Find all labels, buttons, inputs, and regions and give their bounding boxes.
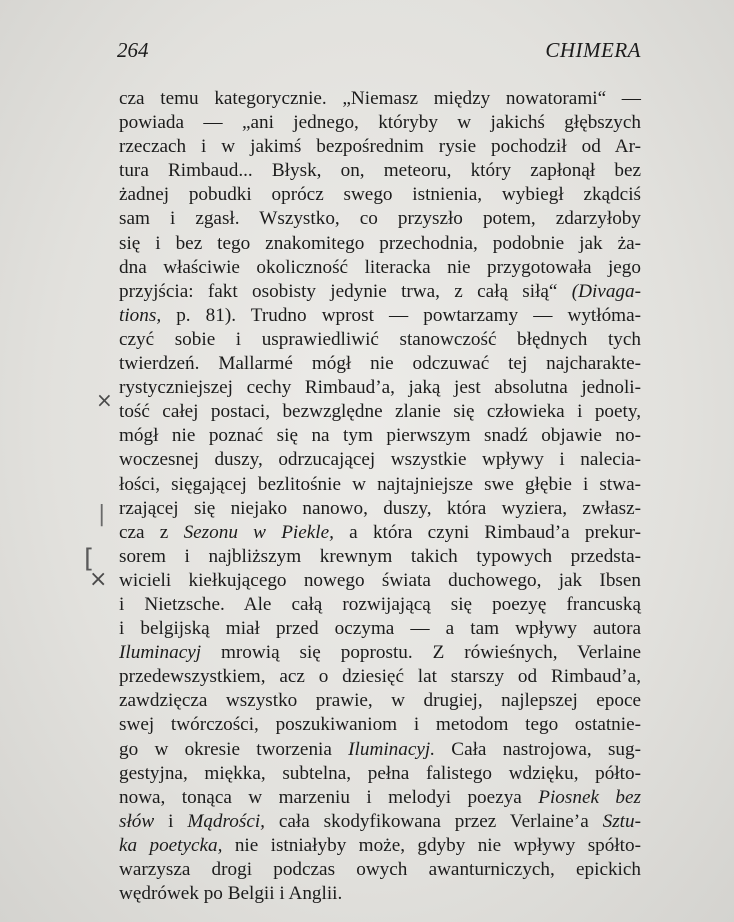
text-line xyxy=(119,376,641,400)
text-segment: zawdzięcza wszystko prawie, w drugiej, najlepszej epoce xyxy=(119,690,641,712)
text-line xyxy=(119,497,641,521)
italic-title: Piosnek bez xyxy=(538,786,641,808)
text-segment: dna właściwie okoliczność literacka nie przygotowała jego xyxy=(119,256,641,278)
text-line xyxy=(119,762,641,786)
text-line xyxy=(119,810,641,834)
text-segment: go w okresie tworzenia xyxy=(119,738,349,760)
italic-title: Sztu- xyxy=(602,810,641,832)
italic-title: (Divaga- xyxy=(571,280,641,302)
italic-title: ka poetycka, xyxy=(119,834,223,856)
text-line xyxy=(119,87,641,111)
text-line xyxy=(119,786,641,810)
text-line xyxy=(119,448,641,472)
text-line xyxy=(119,473,641,497)
text-segment: czyć sobie i usprawiedliwić stanowczość błędnych tych xyxy=(119,328,641,350)
text-line xyxy=(119,593,641,617)
text-segment: sorem i najbliższym krewnym takich typowych przedsta- xyxy=(119,545,641,567)
text-line xyxy=(119,738,641,762)
text-segment: cała skodyfikowana przez Verlaine’a xyxy=(264,810,603,832)
italic-title: Mądrości, xyxy=(187,810,265,832)
text-line xyxy=(119,521,641,545)
text-line xyxy=(119,424,641,448)
text-segment: tura Rimbaud... Błysk, on, meteoru, który zapłonął bez xyxy=(119,160,641,182)
text-segment: cza z xyxy=(119,521,184,543)
text-segment: żadnej pobudki oprócz swego istnienia, wybiegł zkądciś xyxy=(119,184,641,206)
text-segment: tość całej postaci, bezwzględne zlanie się człowieka i poety, xyxy=(119,401,641,423)
text-segment: i Nietzsche. Ale całą rozwijającą się poezyę francuską xyxy=(119,593,641,615)
margin-x-mark: × xyxy=(96,388,113,412)
margin-bracket-mark: [ xyxy=(84,544,95,574)
text-segment: a która czyni Rimbaud’a prekur- xyxy=(333,521,641,543)
body-text xyxy=(119,87,641,906)
text-line xyxy=(119,834,641,858)
margin-bar-mark: | xyxy=(98,502,106,527)
text-line xyxy=(119,328,641,352)
text-line xyxy=(119,256,641,280)
text-line xyxy=(119,304,641,328)
text-line xyxy=(119,135,641,159)
text-segment: warzysza drogi podczas owych awanturniczych, epickich xyxy=(119,859,641,880)
text-segment: przyjścia: fakt osobisty jedynie trwa, z całą siłą“ xyxy=(119,280,572,302)
text-segment: łości, sięgającej bezlitośnie w najtajniejsze swe głębie i stwa- xyxy=(119,473,641,495)
text-line xyxy=(119,617,641,641)
text-line xyxy=(119,858,641,882)
text-segment: sam i zgasł. Wszystko, co przyszło potem, zdarzyłoby xyxy=(119,208,641,230)
italic-title: Iluminacyj. xyxy=(348,738,436,760)
text-segment: rystyczniejszej cechy Rimbaud’a, jaką jest absolutna jednoli- xyxy=(119,377,641,399)
text-line xyxy=(119,207,641,231)
text-line xyxy=(119,111,641,135)
text-line xyxy=(119,641,641,665)
text-line xyxy=(119,232,641,256)
text-segment: woczesnej duszy, odrzucającej wszystkie wpływy i nalecia- xyxy=(119,449,641,471)
text-line xyxy=(119,689,641,713)
text-segment: powiada — „ani jednego, któryby w jakichś głębszych xyxy=(119,112,641,134)
page-header xyxy=(117,38,641,68)
text-line xyxy=(119,159,641,183)
text-segment: mrowią się poprostu. Z rówieśnych, Verlaine xyxy=(201,642,641,664)
text-segment: przedewszystkiem, acz o dziesięć lat starszy od Rimbaud’a, xyxy=(119,666,641,688)
text-line xyxy=(119,665,641,689)
text-segment: Cała nastrojowa, sug- xyxy=(435,738,641,760)
text-segment: twierdzeń. Mallarmé mógł nie odczuwać tej najcharakte- xyxy=(119,353,641,375)
text-line xyxy=(119,183,641,207)
page-number: 264 xyxy=(117,38,149,62)
text-segment: nie istniałyby może, gdyby nie wpływy spółto- xyxy=(222,834,641,856)
text-segment: wicieli kiełkującego nowego świata duchowego, jak Ibsen xyxy=(119,569,641,591)
text-line xyxy=(119,545,641,569)
italic-title: słów xyxy=(119,810,155,832)
text-segment: nowa, tonąca w marzeniu i melodyi poezya xyxy=(119,786,539,808)
italic-title: Sezonu w Piekle, xyxy=(183,521,334,543)
text-segment: i belgijską miał przed oczyma — a tam wpływy autora xyxy=(119,618,641,640)
text-line xyxy=(119,569,641,593)
italic-title: Iluminacyj xyxy=(119,642,202,664)
running-title: CHIMERA xyxy=(545,38,641,62)
text-segment: rzeczach i w jakimś bezpośrednim rysie pochodził od Ar- xyxy=(119,136,641,158)
text-line xyxy=(119,400,641,424)
text-segment: cza temu kategorycznie. „Niemasz między nowatorami“ — xyxy=(119,88,641,109)
text-segment: p. 81). Trudno wprost — powtarzamy — wytłóma- xyxy=(161,304,641,326)
text-segment: gestyjna, miękka, subtelna, pełna falistego wdzięku, półto- xyxy=(119,762,641,784)
text-segment: się i bez tego znakomitego przechodnia, podobnie jak ża- xyxy=(119,232,641,254)
text-segment: wędrówek po Belgii i Anglii. xyxy=(119,883,343,905)
text-line xyxy=(119,280,641,304)
margin-x-mark-2: × xyxy=(89,567,108,592)
italic-title: tions, xyxy=(119,304,162,326)
text-line xyxy=(119,882,641,906)
text-segment: rzającej się niejako nanowo, duszy, która wyziera, zwłasz- xyxy=(119,497,641,519)
text-segment: i xyxy=(154,810,188,832)
text-line xyxy=(119,713,641,737)
text-line xyxy=(119,352,641,376)
text-segment: swej twórczości, poszukiwaniom i metodom tego ostatnie- xyxy=(119,714,641,736)
text-segment: mógł nie poznać się na tym pierwszym snadź objawie no- xyxy=(119,425,641,447)
